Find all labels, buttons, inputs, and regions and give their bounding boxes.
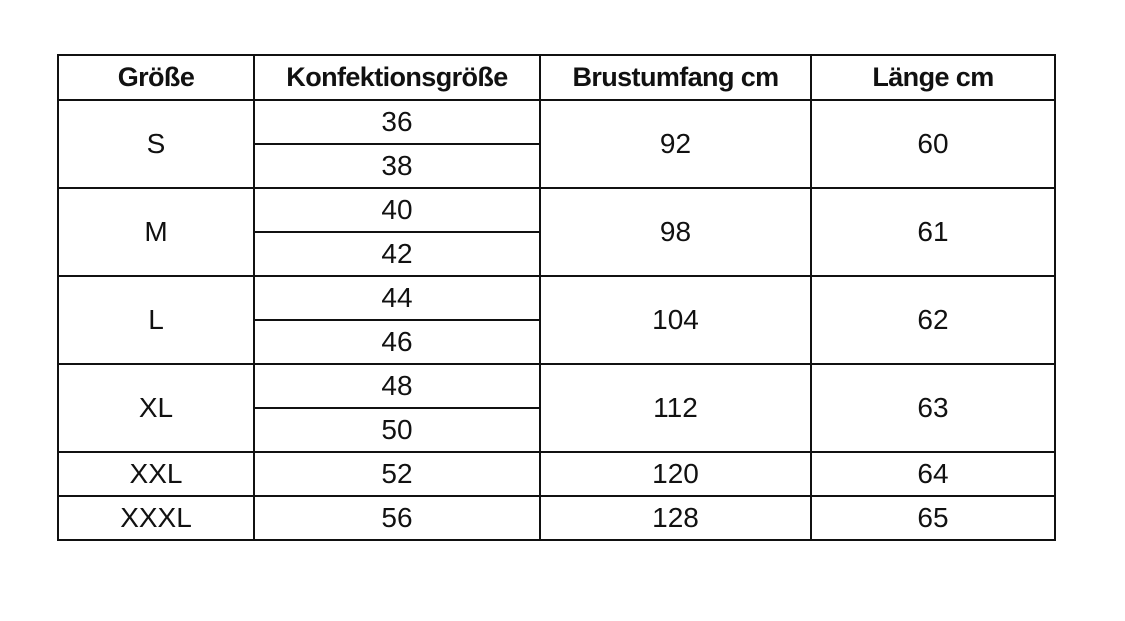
size-cell: XXL [58, 452, 254, 496]
table-row [58, 276, 1055, 320]
size-cell: S [58, 100, 254, 188]
size-cell: XL [58, 364, 254, 452]
konfektion-cell: 56 [254, 496, 540, 540]
konfektion-cell: 40 [254, 188, 540, 232]
brust-cell: 92 [540, 100, 811, 188]
table-row [58, 496, 1055, 540]
konfektion-cell: 50 [254, 408, 540, 452]
brust-cell: 120 [540, 452, 811, 496]
brust-cell: 128 [540, 496, 811, 540]
laenge-cell: 62 [811, 276, 1055, 364]
laenge-cell: 65 [811, 496, 1055, 540]
brust-cell: 98 [540, 188, 811, 276]
table-row [58, 364, 1055, 408]
header-brustumfang: Brustumfang cm [540, 55, 811, 100]
brust-cell: 104 [540, 276, 811, 364]
table-row [58, 100, 1055, 144]
konfektion-cell: 38 [254, 144, 540, 188]
konfektion-cell: 36 [254, 100, 540, 144]
size-cell: XXXL [58, 496, 254, 540]
header-groesse: Größe [58, 55, 254, 100]
laenge-cell: 63 [811, 364, 1055, 452]
header-row [58, 55, 1055, 100]
konfektion-cell: 48 [254, 364, 540, 408]
laenge-cell: 61 [811, 188, 1055, 276]
size-cell: L [58, 276, 254, 364]
table-row [58, 452, 1055, 496]
laenge-cell: 64 [811, 452, 1055, 496]
konfektion-cell: 52 [254, 452, 540, 496]
konfektion-cell: 42 [254, 232, 540, 276]
konfektion-cell: 46 [254, 320, 540, 364]
table-row [58, 188, 1055, 232]
brust-cell: 112 [540, 364, 811, 452]
size-cell: M [58, 188, 254, 276]
header-laenge: Länge cm [811, 55, 1055, 100]
laenge-cell: 60 [811, 100, 1055, 188]
header-konfektionsgroesse: Konfektionsgröße [254, 55, 540, 100]
konfektion-cell: 44 [254, 276, 540, 320]
size-chart-table [57, 54, 1056, 541]
